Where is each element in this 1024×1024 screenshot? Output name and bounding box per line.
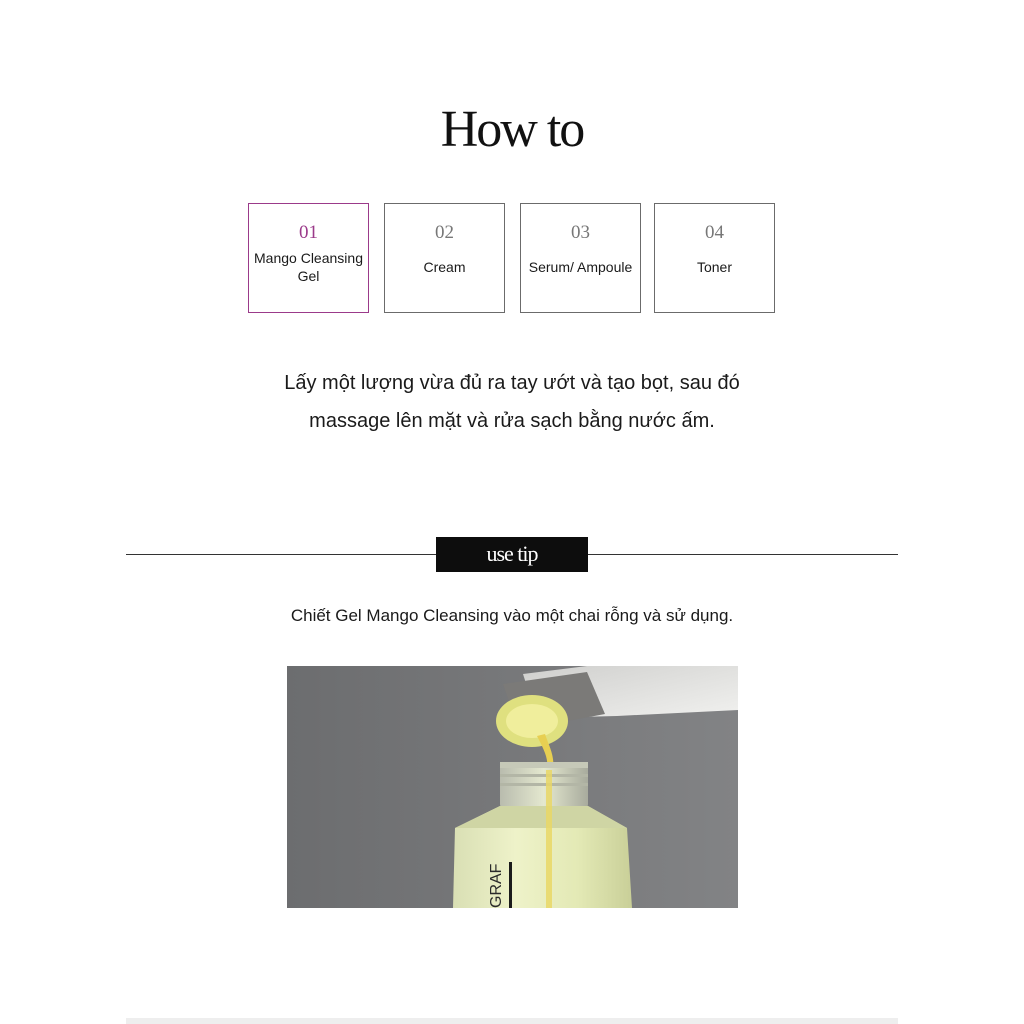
step-number: 02 xyxy=(435,222,454,243)
footer-divider xyxy=(126,1018,898,1024)
step-number: 04 xyxy=(705,222,724,243)
bottle-label-text: GRAF xyxy=(488,863,505,908)
step-label: Cream xyxy=(423,259,466,275)
step-tab-2[interactable] xyxy=(384,203,505,313)
step-label: Serum/ Ampoule xyxy=(528,259,633,275)
step-description xyxy=(0,364,1024,440)
step-tab-1[interactable] xyxy=(248,203,369,313)
step-tab-4[interactable] xyxy=(654,203,775,313)
step-number: 01 xyxy=(299,222,318,243)
product-photo xyxy=(287,666,738,908)
step-tabs xyxy=(248,203,778,315)
use-tip-text: Chiết Gel Mango Cleansing vào một chai rỗng và sử dụng. xyxy=(290,606,734,625)
step-number: 03 xyxy=(571,222,590,243)
use-tip-badge: use tip xyxy=(436,537,588,572)
step-label: Mango Cleansing Gel xyxy=(254,250,363,284)
description-line-1: Lấy một lượng vừa đủ ra tay ướt và tạo bọt, sau đó xyxy=(284,372,740,394)
page-title: How to xyxy=(440,101,584,158)
step-label: Toner xyxy=(696,259,733,275)
step-tab-3[interactable] xyxy=(520,203,641,313)
description-line-2: massage lên mặt và rửa sạch bằng nước ấm. xyxy=(309,410,715,432)
bottle-pour-illustration xyxy=(287,666,738,908)
